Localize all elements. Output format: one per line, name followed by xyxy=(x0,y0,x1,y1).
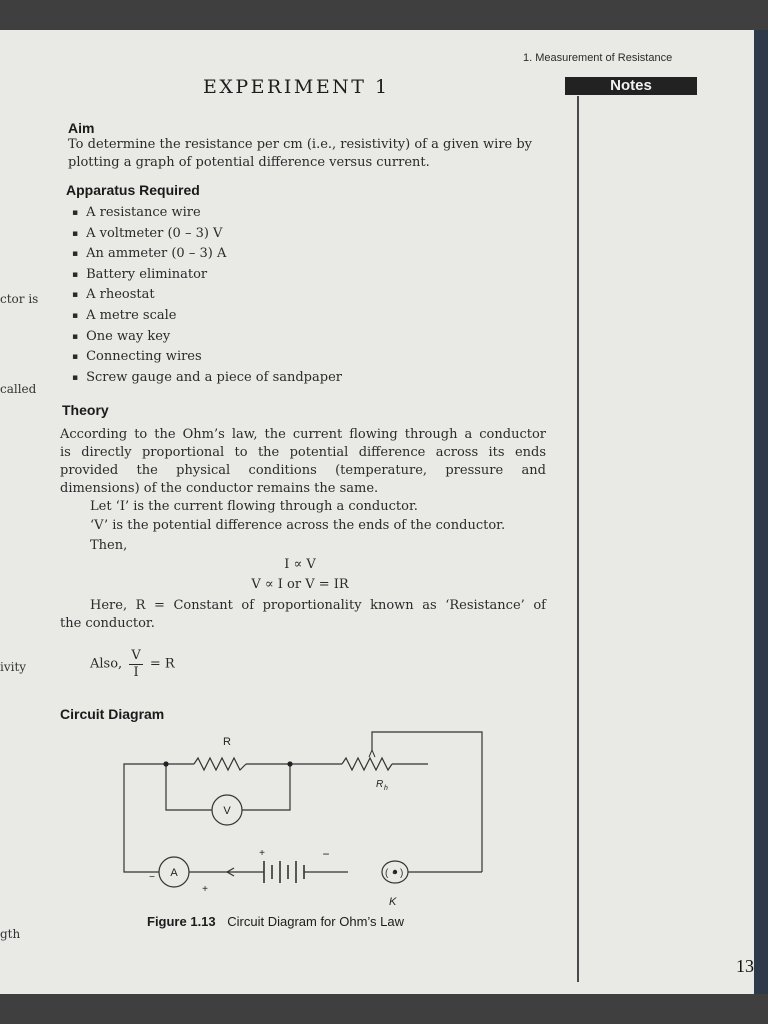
battery-plus: + xyxy=(259,848,265,859)
aim-heading: Aim xyxy=(68,120,95,136)
list-item: ▪ Battery eliminator xyxy=(72,265,342,286)
wire xyxy=(166,764,212,810)
experiment-title: EXPERIMENT 1 xyxy=(203,76,390,98)
wire xyxy=(242,764,290,810)
resistance-formula xyxy=(90,648,175,688)
resistor-symbol xyxy=(194,758,246,770)
let-i-text: Let ‘I’ is the current flowing through a conductor. xyxy=(90,499,418,514)
list-item: ▪ An ammeter (0 – 3) A xyxy=(72,244,342,265)
aim-text xyxy=(68,136,540,172)
margin-fragment: ctor is xyxy=(0,292,39,306)
figure-caption xyxy=(147,914,404,929)
ammeter-minus: − xyxy=(149,872,155,883)
list-item: ▪ A voltmeter (0 – 3) V xyxy=(72,224,342,245)
list-item: ▪ Connecting wires xyxy=(72,347,342,368)
rheostat-symbol xyxy=(342,758,392,770)
notes-column-rule xyxy=(577,96,579,982)
list-item: ▪ Screw gauge and a piece of sandpaper xyxy=(72,368,342,389)
ammeter-label: A xyxy=(170,867,178,879)
wire xyxy=(372,732,482,872)
voltmeter-label: V xyxy=(223,805,231,817)
list-item: ▪ A resistance wire xyxy=(72,203,342,224)
here-paragraph xyxy=(60,597,546,633)
let-v-text: ‘V’ is the potential difference across the ends of the conductor. xyxy=(90,518,506,533)
figure-number: Figure 1.13 xyxy=(147,914,216,929)
equation-proportional: I ∝ V xyxy=(284,557,316,572)
theory-line: provided the physical conditions (temperature, pressure and xyxy=(60,463,546,478)
equation-ohms-law: V ∝ I or V = IR xyxy=(251,577,349,592)
apparatus-heading: Apparatus Required xyxy=(66,182,200,198)
apparatus-list xyxy=(72,203,342,388)
then-text: Then, xyxy=(90,538,128,553)
notes-label: Notes xyxy=(565,77,697,95)
margin-fragment: ivity xyxy=(0,660,27,674)
aim-line: To determine the resistance per cm (i.e., resistivity) of a given wire by xyxy=(68,137,533,152)
also-label: Also, xyxy=(90,656,123,672)
page-number: 13 xyxy=(736,956,754,976)
circuit-diagram xyxy=(110,720,500,908)
key-label: K xyxy=(389,896,397,908)
resistor-label: R xyxy=(223,736,231,748)
circuit-heading: Circuit Diagram xyxy=(60,706,165,722)
theory-paragraph xyxy=(60,426,546,498)
battery-minus: − xyxy=(322,847,330,861)
here-line: the conductor. xyxy=(60,616,155,631)
wire xyxy=(124,764,166,872)
theory-line: According to the Ohm’s law, the current flowing through a conductor xyxy=(60,427,546,442)
theory-heading: Theory xyxy=(62,402,109,418)
figure-title: Circuit Diagram for Ohm’s Law xyxy=(227,914,405,929)
rheostat-subscript: h xyxy=(384,785,388,792)
book-page xyxy=(0,30,768,994)
theory-line: is directly proportional to the potential difference across its ends xyxy=(60,445,546,460)
here-line: Here, R = Constant of proportionality known as ‘Resistance’ of xyxy=(90,598,546,613)
running-title: 1. Measurement of Resistance xyxy=(523,52,673,64)
ammeter-plus: + xyxy=(202,884,208,895)
svg-text:•: • xyxy=(392,868,396,878)
fraction xyxy=(129,648,142,681)
svg-text:): ) xyxy=(400,868,404,879)
theory-line: dimensions) of the conductor remains the same. xyxy=(60,481,379,496)
margin-fragment: gth xyxy=(0,927,21,941)
svg-text:(: ( xyxy=(385,868,389,879)
rheostat-label: R xyxy=(376,779,384,790)
margin-fragment: called xyxy=(0,382,37,396)
background-edge xyxy=(754,30,768,994)
fraction-rhs: = R xyxy=(149,656,175,672)
list-item: ▪ A metre scale xyxy=(72,306,342,327)
aim-line: plotting a graph of potential difference versus current. xyxy=(68,155,430,170)
fraction-denominator: I xyxy=(133,665,139,680)
list-item: ▪ One way key xyxy=(72,327,342,348)
list-item: ▪ A rheostat xyxy=(72,285,342,306)
fraction-numerator: V xyxy=(131,648,141,663)
